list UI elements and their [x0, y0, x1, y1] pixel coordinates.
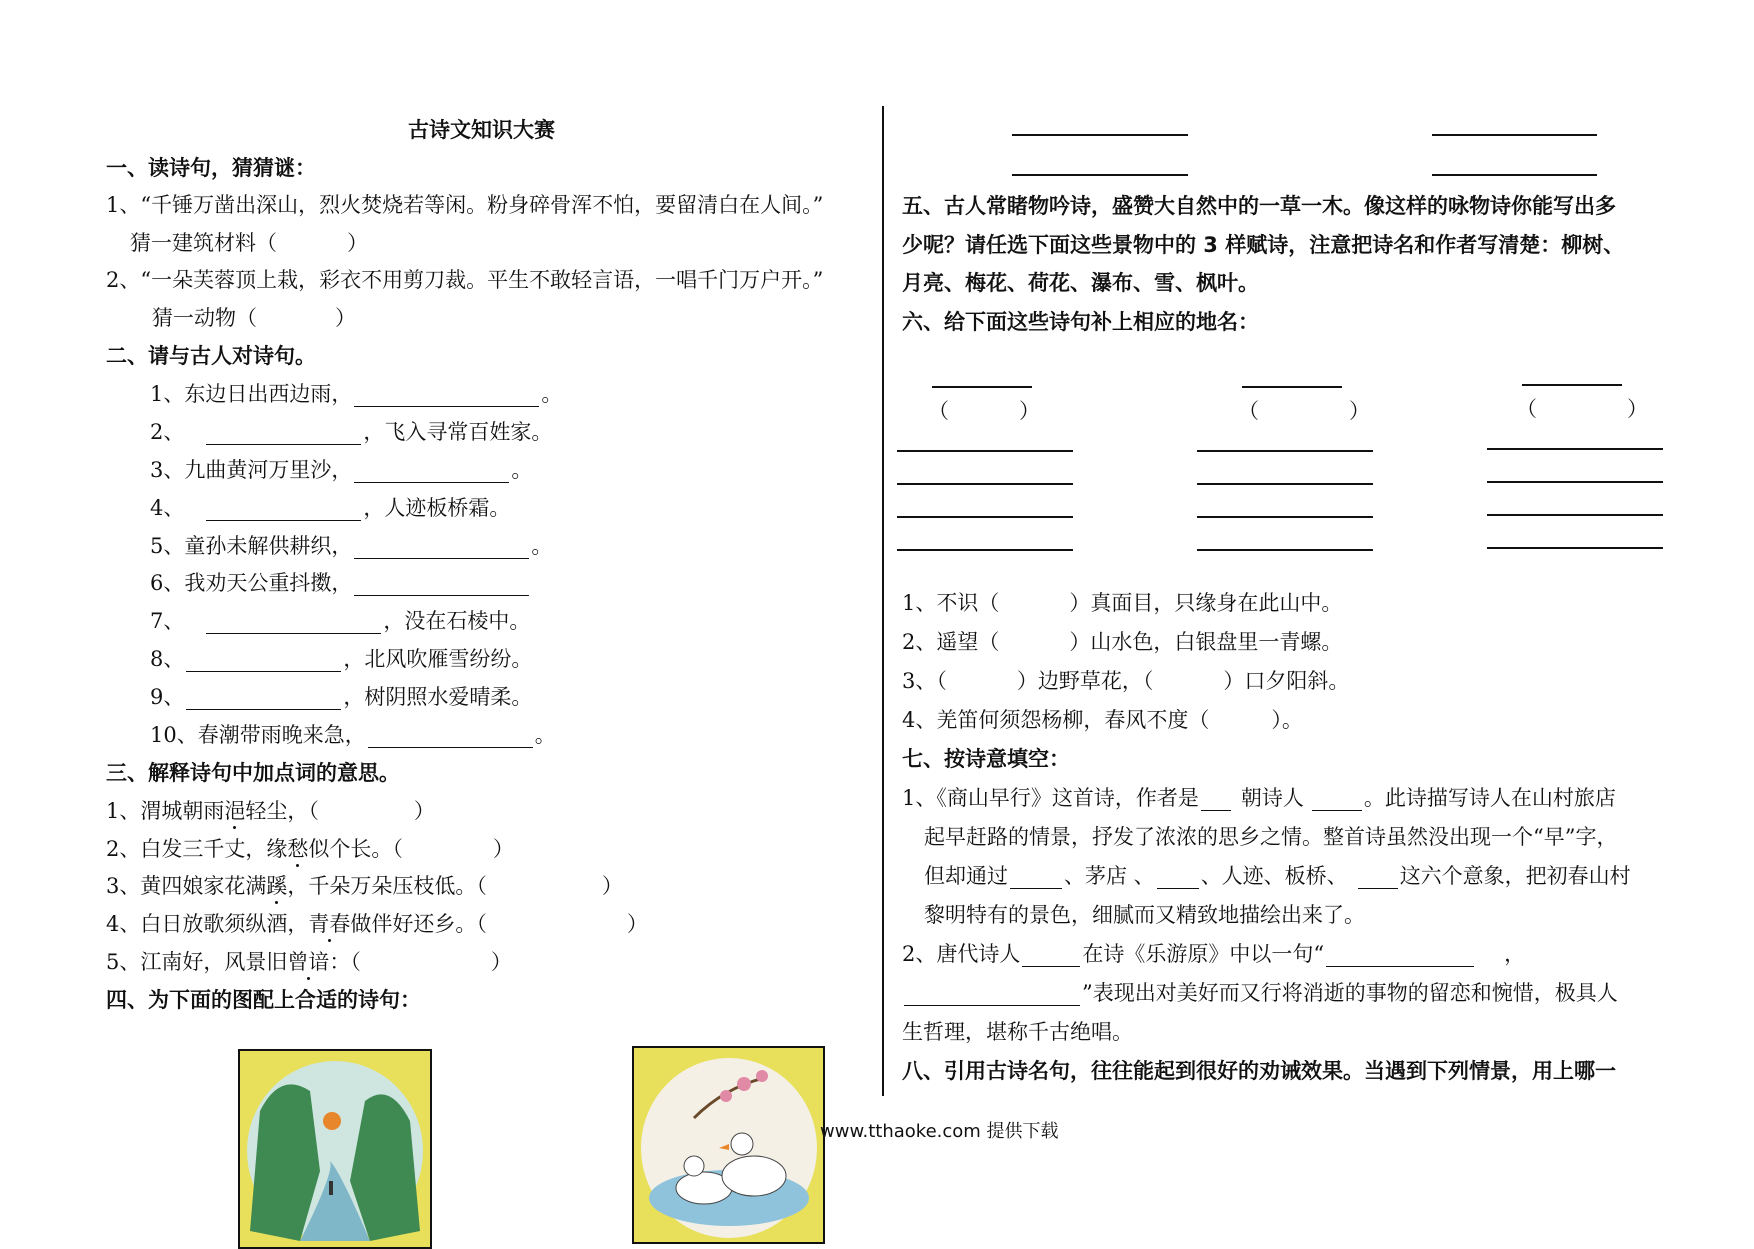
page-title: 古诗文知识大赛 — [408, 118, 555, 142]
explain-text: 2、白发三千丈，缘 — [106, 837, 288, 861]
couplet-number: 1、 — [150, 382, 185, 406]
couplet-number: 2、 — [150, 420, 185, 444]
couplet-given: 我劝天公重抖擞， — [184, 571, 353, 595]
answer-blank[interactable] — [1201, 790, 1231, 811]
couplet-number: 6、 — [150, 571, 185, 595]
answer-blank[interactable] — [206, 613, 381, 634]
answer-blank[interactable] — [1312, 790, 1362, 811]
couplet-number: 8、 — [150, 647, 185, 671]
ducks-illustration — [632, 1046, 825, 1244]
place-item — [902, 590, 1342, 616]
poem-line[interactable] — [897, 516, 1073, 518]
poem-line[interactable] — [897, 483, 1073, 485]
poem-line[interactable] — [1487, 481, 1663, 483]
couplet-item — [150, 495, 510, 521]
para-text: ”表现出对美好而又行将消逝的事物的留恋和惋惜，极具人 — [1082, 981, 1618, 1005]
answer-line[interactable] — [1012, 174, 1188, 176]
place-item — [902, 707, 1303, 733]
answer-blank[interactable] — [1022, 946, 1080, 967]
explain-item — [106, 836, 514, 862]
paren-open: （ — [928, 399, 949, 423]
couplet-item — [150, 608, 530, 634]
section-6-heading: 六、给下面这些诗句补上相应的地名： — [902, 310, 1259, 334]
answer-blank[interactable] — [904, 985, 1080, 1006]
couplet-item — [150, 684, 532, 710]
couplet-number: 3、 — [150, 458, 185, 482]
riddle-2-text: 2、“一朵芙蓉顶上栽，彩衣不用剪刀裁。平生不敢轻言语，一唱千门万户开。” — [106, 268, 824, 292]
answer-line[interactable] — [1432, 134, 1597, 136]
para-text: 在诗《乐游原》中以一句“ — [1082, 942, 1325, 966]
couplet-given: ，飞入寻常百姓家。 — [363, 420, 553, 444]
explain-text: 似个长。（ — [308, 837, 403, 861]
poem-author-paren — [1238, 398, 1370, 424]
answer-line[interactable] — [1012, 134, 1188, 136]
fill-paragraph-2-line-2 — [902, 980, 1618, 1006]
para-text: 、茅店 、 — [1064, 864, 1155, 888]
para-text: 。此诗描写诗人在山村旅店 — [1363, 786, 1616, 810]
section-8-line-1: 八、引用古诗名句，往往能起到很好的劝诫效果。当遇到下列情景，用上哪一 — [902, 1059, 1616, 1083]
explain-close: ） — [492, 837, 514, 861]
riddle-1-close: ） — [347, 231, 368, 255]
explain-text: ：（ — [329, 950, 361, 974]
place-text: ）真面目，只缘身在此山中。 — [1069, 591, 1343, 615]
poem-line[interactable] — [1487, 448, 1663, 450]
couplet-given: 东边日出西边雨， — [184, 382, 353, 406]
explain-close: ） — [490, 950, 512, 974]
fill-paragraph-2-line-3: 生哲理，堪称千古绝唱。 — [902, 1020, 1133, 1044]
answer-blank[interactable] — [354, 462, 509, 483]
section-5-line-1: 五、古人常睹物吟诗，盛赞大自然中的一草一木。像这样的咏物诗你能写出多 — [902, 194, 1616, 218]
riddle-1-answer-line — [130, 230, 368, 256]
explain-text: 1、渭城朝雨 — [106, 799, 225, 823]
poem-line[interactable] — [1197, 450, 1373, 452]
answer-blank[interactable] — [354, 386, 539, 407]
answer-blank[interactable] — [1358, 868, 1398, 889]
couplet-item — [150, 381, 562, 407]
explain-close: ） — [626, 912, 648, 936]
place-item — [902, 668, 1349, 694]
para-text: 2、唐代诗人 — [902, 942, 1021, 966]
explain-item — [106, 798, 435, 824]
couplet-item — [150, 646, 532, 672]
couplet-number: 9、 — [150, 685, 185, 709]
poem-line[interactable] — [1197, 483, 1373, 485]
poem-line[interactable] — [897, 450, 1073, 452]
explain-text: 4、白日放歌须纵酒， — [106, 912, 309, 936]
couplet-given: 。 — [511, 458, 533, 482]
dotted-word: 蹊 — [266, 874, 288, 898]
couplet-given: ，北风吹雁雪纷纷。 — [343, 647, 533, 671]
couplet-given: 。 — [541, 382, 563, 406]
place-text: 4、羌笛何须怨杨柳，春风不度（ — [902, 708, 1210, 732]
answer-blank[interactable] — [1010, 868, 1062, 889]
section-4-heading: 四、为下面的图配上合适的诗句： — [106, 988, 421, 1012]
para-text: 朝诗人 — [1240, 786, 1304, 810]
fill-paragraph-1-line-2: 起早赶路的情景，抒发了浓浓的思乡之情。整首诗虽然没出现一个“早”字， — [924, 825, 1618, 849]
explain-text: 做伴好还乡。（ — [350, 912, 487, 936]
answer-blank[interactable] — [354, 538, 529, 559]
answer-blank[interactable] — [1326, 946, 1474, 967]
fill-paragraph-1-line-3 — [924, 863, 1631, 889]
para-text: 但却通过 — [924, 864, 1008, 888]
place-text: ）边野草花，（ — [1016, 669, 1154, 693]
poem-title-line[interactable] — [1522, 384, 1622, 386]
couplet-number: 4、 — [150, 496, 185, 520]
couplet-given: 。 — [534, 723, 556, 747]
explain-item — [106, 949, 512, 975]
couplet-given: ，人迹板桥霜。 — [363, 496, 511, 520]
couplet-number: 10、 — [150, 723, 198, 747]
section-2-heading: 二、请与古人对诗句。 — [106, 344, 316, 368]
answer-blank[interactable] — [206, 424, 361, 445]
section-3-heading: 三、解释诗句中加点词的意思。 — [106, 761, 400, 785]
couplet-given: ，没在石棱中。 — [383, 609, 531, 633]
column-divider — [882, 106, 884, 1096]
place-text: 3、（ — [902, 669, 947, 693]
explain-close: ） — [601, 874, 623, 898]
explain-close: ） — [413, 799, 435, 823]
couplet-item — [150, 570, 531, 596]
paren-open: （ — [1516, 397, 1537, 421]
fill-paragraph-1-line-1 — [902, 785, 1616, 811]
couplet-number: 7、 — [150, 609, 185, 633]
paren-close: ） — [1349, 399, 1370, 423]
couplet-given: 九曲黄河万里沙， — [184, 458, 353, 482]
couplet-item — [150, 457, 532, 483]
riddle-1-text: 1、“千锤万凿出深山，烈火焚烧若等闲。粉身碎骨浑不怕，要留清白在人间。” — [106, 193, 824, 217]
couplet-item — [150, 419, 552, 445]
couplet-given: 春潮带雨晚来急， — [197, 723, 366, 747]
explain-text: ，千朵万朵压枝低。（ — [287, 874, 487, 898]
para-text: ， — [1504, 942, 1526, 966]
poem-author-paren — [1516, 396, 1648, 422]
answer-blank[interactable] — [1157, 868, 1199, 889]
poem-line[interactable] — [1487, 547, 1663, 549]
poem-title-line[interactable] — [932, 386, 1032, 388]
poem-line[interactable] — [1197, 516, 1373, 518]
poem-author-paren — [928, 398, 1040, 424]
paren-open: （ — [1238, 399, 1259, 423]
section-5-line-2: 少呢？请任选下面这些景物中的 3 样赋诗，注意把诗名和作者写清楚：柳树、 — [902, 233, 1625, 257]
answer-blank[interactable] — [368, 727, 533, 748]
poem-line[interactable] — [1197, 549, 1373, 551]
footer-source: www.tthaoke.com 提供下载 — [820, 1121, 1059, 1142]
section-1-heading: 一、读诗句，猜猜谜： — [106, 156, 316, 180]
dotted-word: 愁 — [287, 837, 309, 861]
riddle-2-close: ） — [335, 306, 356, 330]
answer-line[interactable] — [1432, 174, 1597, 176]
couplet-given: 童孙未解供耕织， — [184, 534, 353, 558]
dotted-word: 浥 — [224, 799, 246, 823]
couplet-item — [150, 722, 556, 748]
section-7-heading: 七、按诗意填空： — [902, 747, 1070, 771]
section-5-line-3: 月亮、梅花、荷花、瀑布、雪、枫叶。 — [902, 271, 1259, 295]
place-text: ）口夕阳斜。 — [1223, 669, 1350, 693]
couplet-given: 。 — [531, 534, 553, 558]
dotted-word: 曾谙 — [287, 950, 330, 974]
poem-title-line[interactable] — [1242, 386, 1342, 388]
poem-line[interactable] — [897, 549, 1073, 551]
explain-text: 5、江南好，风景旧 — [106, 950, 288, 974]
place-text: ）。 — [1271, 708, 1303, 732]
answer-blank[interactable] — [354, 575, 529, 596]
couplet-given: ，树阴照水爱晴柔。 — [343, 685, 533, 709]
place-text: 1、不识（ — [902, 591, 1000, 615]
fill-paragraph-2-line-1 — [902, 941, 1525, 967]
paren-close: ） — [1627, 397, 1648, 421]
explain-text: 3、黄四娘家花满 — [106, 874, 267, 898]
place-text: 2、遥望（ — [902, 630, 1000, 654]
para-text: 1、《商山早行》这首诗，作者是 — [902, 786, 1199, 810]
answer-blank[interactable] — [186, 689, 341, 710]
fill-paragraph-1-line-4: 黎明特有的景色，细腻而又精致地描绘出来了。 — [924, 903, 1365, 927]
explain-item — [106, 873, 623, 899]
place-text: ）山水色，白银盘里一青螺。 — [1069, 630, 1343, 654]
riddle-2-answer-line — [152, 305, 356, 331]
dotted-word: 青春 — [308, 912, 351, 936]
couplet-item — [150, 533, 552, 559]
poem-line[interactable] — [1487, 514, 1663, 516]
answer-blank[interactable] — [186, 651, 341, 672]
para-text: 这六个意象，把初春山村 — [1399, 864, 1631, 888]
riddle-2-prompt: 猜一动物（ — [152, 306, 257, 330]
explain-text: 轻尘，（ — [245, 799, 319, 823]
para-text: 、人迹、板桥、 — [1200, 864, 1348, 888]
riddle-1-prompt: 猜一建筑材料（ — [130, 231, 277, 255]
paren-close: ） — [1019, 399, 1040, 423]
couplet-number: 5、 — [150, 534, 185, 558]
answer-blank[interactable] — [206, 500, 361, 521]
explain-item — [106, 911, 648, 937]
landscape-illustration — [238, 1049, 432, 1249]
place-item — [902, 629, 1342, 655]
